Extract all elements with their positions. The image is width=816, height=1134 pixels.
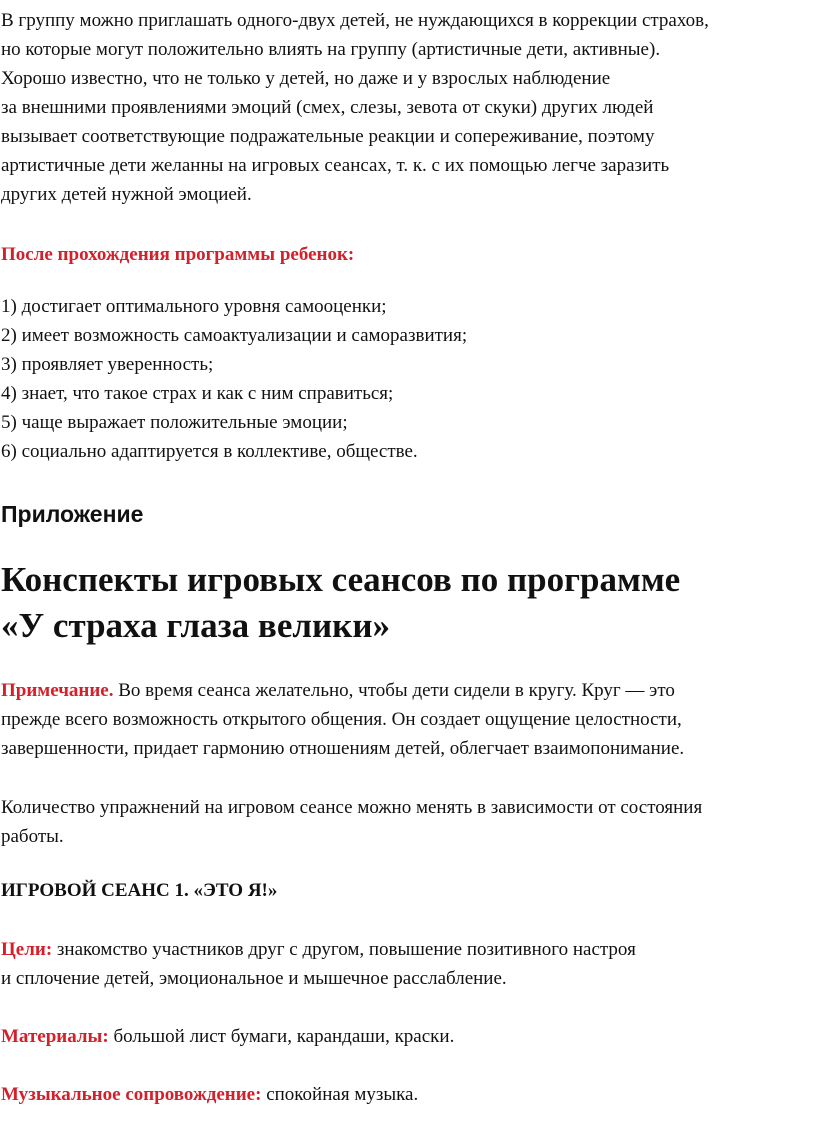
appendix-title [1,557,680,649]
appendix-title-line: Конспекты игровых сеансов по программе [1,560,681,599]
results-list [1,292,812,466]
note-text: Во время сеанса желательно, чтобы дети сидели в кругу. Круг — это [113,680,675,701]
music-label: Музыкальное сопровождение: [1,1084,262,1105]
goals-paragraph [1,935,812,993]
note-line: прежде всего возможность открытого общения. Он создает ощущение целостности, [1,709,682,730]
goals-line [1,935,812,964]
appendix-heading: Приложение [1,501,144,527]
exercise-count-line: Количество упражнений на игровом сеансе можно менять в зависимости от состояния [1,797,703,818]
results-list-item: 2) имеет возможность самоактуализации и саморазвития; [1,325,468,346]
intro-line: артистичные дети желанны на игровых сеансах, т. к. с их помощью легче заразить [1,155,670,176]
materials-label: Материалы: [1,1026,109,1047]
exercise-count-paragraph [1,793,812,851]
results-list-item: 3) проявляет уверенность; [1,354,214,375]
music-text: спокойная музыка. [261,1084,419,1105]
results-heading: После прохождения программы ребенок: [1,244,355,265]
goals-label: Цели: [1,939,53,960]
results-list-item: 1) достигает оптимального уровня самооценки; [1,296,387,317]
goals-text: знакомство участников друг с другом, повышение позитивного настроя [52,939,636,960]
results-list-item: 5) чаще выражает положительные эмоции; [1,412,348,433]
results-list-item: 6) социально адаптируется в коллективе, обществе. [1,441,418,462]
note-paragraph [1,676,812,763]
note-line [1,676,812,705]
intro-line: Хорошо известно, что не только у детей, но даже и у взрослых наблюдение [1,68,611,89]
note-label: Примечание. [1,680,114,701]
intro-line: за внешними проявлениями эмоций (смех, слезы, зевота от скуки) других людей [1,97,654,118]
intro-line: вызывает соответствующие подражательные реакции и сопереживание, поэтому [1,126,655,147]
goals-line: и сплочение детей, эмоциональное и мышечное расслабление. [1,968,507,989]
results-list-item: 4) знает, что такое страх и как с ним справиться; [1,383,394,404]
session-heading: ИГРОВОЙ СЕАНС 1. «ЭТО Я!» [1,880,278,901]
note-line: завершенности, придает гармонию отношениям детей, облегчает взаимопонимание. [1,738,685,759]
materials-text: большой лист бумаги, карандаши, краски. [108,1026,455,1047]
materials-paragraph [1,1022,812,1051]
appendix-title-line: «У страха глаза велики» [1,606,390,645]
intro-line: В группу можно приглашать одного-двух детей, не нуждающихся в коррекции страхов, [1,10,709,31]
intro-line: других детей нужной эмоцией. [1,184,252,205]
intro-paragraph [1,6,812,209]
exercise-count-line: работы. [1,826,64,847]
music-paragraph [1,1080,812,1109]
intro-line: но которые могут положительно влиять на группу (артистичные дети, активные). [1,39,661,60]
